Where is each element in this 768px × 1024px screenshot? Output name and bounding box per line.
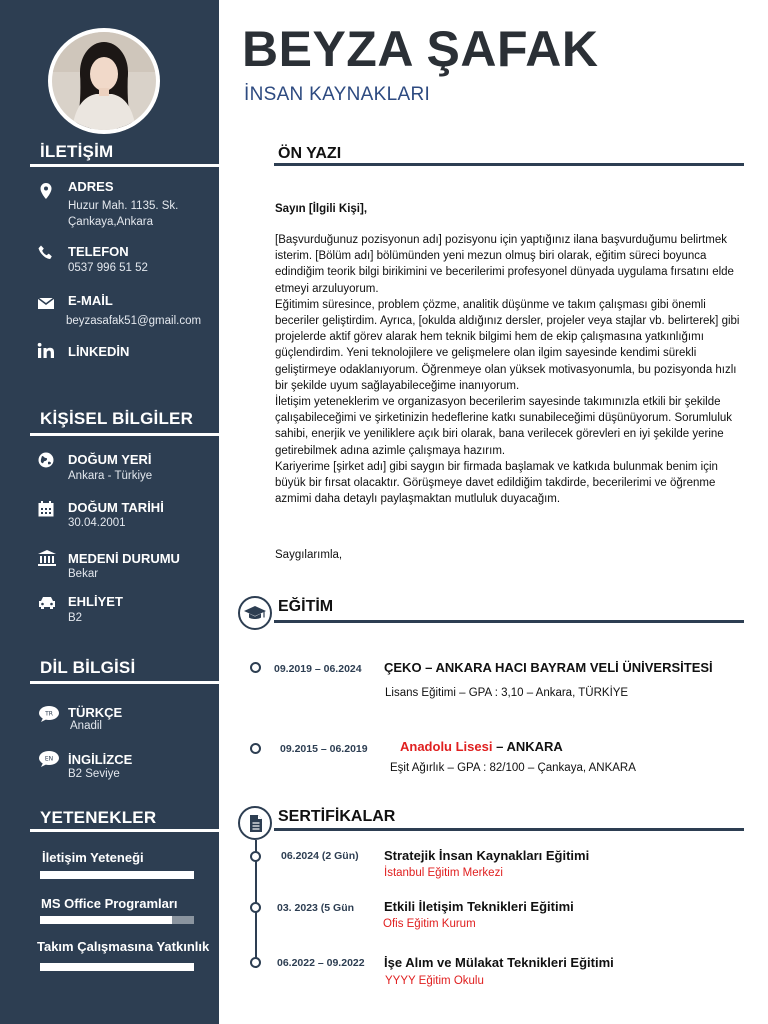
speech-bubble-icon: [38, 705, 62, 723]
location-pin-icon: [37, 182, 55, 200]
timeline-dot: [250, 902, 261, 913]
document-icon: [238, 806, 272, 840]
birthdate-value: 30.04.2001: [68, 517, 126, 529]
education-date: 09.2019 – 06.2024: [274, 663, 362, 675]
education-school: Anadolu Lisesi – ANKARA: [400, 739, 563, 754]
email-label: E-MAİL: [68, 293, 113, 308]
cover-letter-salutation: [275, 201, 745, 217]
education-detail: Eşit Ağırlık – GPA : 82/100 – Çankaya, ANKARA: [390, 762, 636, 774]
phone-icon: [37, 244, 55, 262]
certificate-provider: YYYY Eğitim Okulu: [385, 975, 484, 987]
car-icon: [37, 594, 55, 612]
cover-letter-title: ÖN YAZI: [278, 145, 342, 162]
education-title: EĞİTİM: [278, 598, 334, 615]
speech-bubble-icon: [38, 750, 62, 768]
letter-paragraph: [Başvurduğunuz pozisyonun adı] pozisyonu için yaptığınız ilana başvurduğumu belirtmek isterim. [Bölüm adı] bölümünden yeni mezun olmuş biri olarak, eğitim süreci boyunca edindiğim teorik bilgi birikimini ve becerilerimi profesyonel dünyada uygulama fırsatını elde etmeyi arzuluyorum.: [275, 234, 734, 295]
certificate-date: 06.2024 (2 Gün): [281, 850, 359, 862]
personal-section-title: KİŞİSEL BİLGİLER: [40, 409, 194, 428]
certificate-date: 03. 2023 (5 Gün: [277, 902, 355, 914]
certificates-title: SERTİFİKALAR: [278, 808, 396, 825]
birthdate-label: DOĞUM TARİHİ: [68, 500, 164, 515]
graduation-cap-icon: [238, 596, 272, 630]
skill-level-bar: [40, 916, 194, 924]
birthplace-value: Ankara - Türkiye: [68, 470, 153, 482]
salutation: Sayın [İlgili Kişi],: [275, 203, 368, 215]
envelope-icon: [37, 294, 55, 312]
svg-text:TR: TR: [45, 710, 53, 718]
language-level: B2 Seviye: [68, 768, 120, 780]
certificate-name: İşe Alım ve Mülakat Teknikleri Eğitimi: [384, 955, 614, 970]
marital-label: MEDENİ DURUMU: [68, 551, 180, 566]
education-date: 09.2015 – 06.2019: [280, 743, 368, 755]
skill-level-bar: [40, 871, 194, 879]
section-divider: [30, 164, 219, 167]
section-divider: [30, 681, 219, 684]
section-divider: [274, 828, 744, 831]
skill-name: Takım Çalışmasına Yatkınlık: [37, 939, 210, 954]
institution-icon: [37, 549, 55, 567]
letter-paragraph: İletişim yeteneklerim ve organizasyon becerilerim sayesinde takımınızla etkili bir şekilde çalışabileceğimi ve şirketinizin hedeflerine katkı sunabileceğimi düşünüyorum. Sorumluluk sahibi, enerjik ve yeniliklere açık biri olarak, bana verilecek görevleri en iyi şekilde yerine getirebilmek adına azimle çalışmaya hazırım.: [275, 396, 733, 457]
certificate-name: Stratejik İnsan Kaynakları Eğitimi: [384, 848, 590, 863]
language-name: TÜRKÇE: [68, 705, 123, 720]
section-divider: [30, 433, 219, 436]
license-label: EHLİYET: [68, 594, 123, 609]
globe-icon: [37, 451, 55, 469]
skill-name: MS Office Programları: [41, 896, 178, 911]
section-divider: [30, 829, 219, 832]
language-name: İNGİLİZCE: [68, 752, 133, 767]
certificate-provider: İstanbul Eğitim Merkezi: [384, 867, 503, 879]
skill-name: İletişim Yeteneği: [42, 850, 144, 865]
certificate-name: Etkili İletişim Teknikleri Eğitimi: [384, 899, 574, 914]
timeline-dot: [250, 743, 261, 754]
address-label: ADRES: [68, 179, 114, 194]
marital-value: Bekar: [68, 568, 99, 580]
language-section-title: DİL BİLGİSİ: [40, 658, 136, 677]
sidebar: [0, 0, 219, 1024]
person-name: BEYZA ŞAFAK: [242, 21, 599, 77]
education-school: ÇEKO – ANKARA HACI BAYRAM VELİ ÜNİVERSİTESİ: [384, 660, 713, 675]
skills-section-title: YETENEKLER: [40, 808, 157, 827]
timeline-dot: [250, 662, 261, 673]
phone-label: TELEFON: [68, 244, 129, 259]
skill-level-bar: [40, 963, 194, 971]
job-title: İNSAN KAYNAKLARI: [244, 84, 431, 105]
section-divider: [274, 163, 744, 166]
language-level: Anadil: [70, 720, 102, 732]
cover-letter-body: [275, 232, 745, 507]
letter-paragraph: Kariyerime [şirket adı] gibi saygın bir firmada başlamak ve katkıda bulunmak benim için büyük bir fırsat olacaktır. Görüşmeye davet edildiğim takdirde, becerilerimi ve öğrenme azmimi daha detaylı paylaşmaktan mutluluk duyacağım.: [275, 460, 718, 506]
birthplace-label: DOĞUM YERİ: [68, 452, 152, 467]
linkedin-icon: [37, 342, 55, 360]
contact-section-title: İLETİŞİM: [40, 142, 114, 161]
email-value[interactable]: beyzasafak51@gmail.com: [66, 315, 202, 327]
address-line2: Çankaya,Ankara: [68, 216, 154, 228]
svg-text:EN: EN: [44, 755, 54, 763]
section-divider: [274, 620, 744, 623]
closing: Saygılarımla,: [275, 549, 343, 561]
license-value: B2: [68, 612, 83, 624]
certificate-date: 06.2022 – 09.2022: [277, 957, 365, 969]
certificate-provider: Ofis Eğitim Kurum: [383, 918, 476, 930]
profile-photo: [52, 32, 156, 130]
phone-value[interactable]: 0537 996 51 52: [68, 262, 148, 274]
linkedin-label[interactable]: LİNKEDİN: [68, 344, 130, 359]
timeline-dot: [250, 851, 261, 862]
calendar-icon: [37, 500, 55, 518]
timeline-dot: [250, 957, 261, 968]
education-detail: Lisans Eğitimi – GPA : 3,10 – Ankara, TÜRKİYE: [385, 687, 629, 699]
cover-letter-closing: [275, 547, 745, 563]
address-line1: Huzur Mah. 1135. Sk.: [68, 200, 179, 212]
letter-paragraph: Eğitimim süresince, problem çözme, analitik düşünme ve takım çalışması gibi önemli beceriler geliştirdim. Ayrıca, [okulda aldığınız dersler, projeler veya stajlar vb. belirterek] gibi projelerde aktif görev alarak hem teknik bilgimi hem de ekip çalışmasına yatkınlığımı güçlendirdim. Yeni teknolojilere ve gelişmelere olan ilgim sayesinde kendimi sürekli geliştirmeye odaklanıyorum. Öğrenmeye olan yüksek motivasyonumla, bu pozisyonda hızlı bir şekilde uyum sağlayabileceğime inanıyorum.: [275, 298, 740, 392]
